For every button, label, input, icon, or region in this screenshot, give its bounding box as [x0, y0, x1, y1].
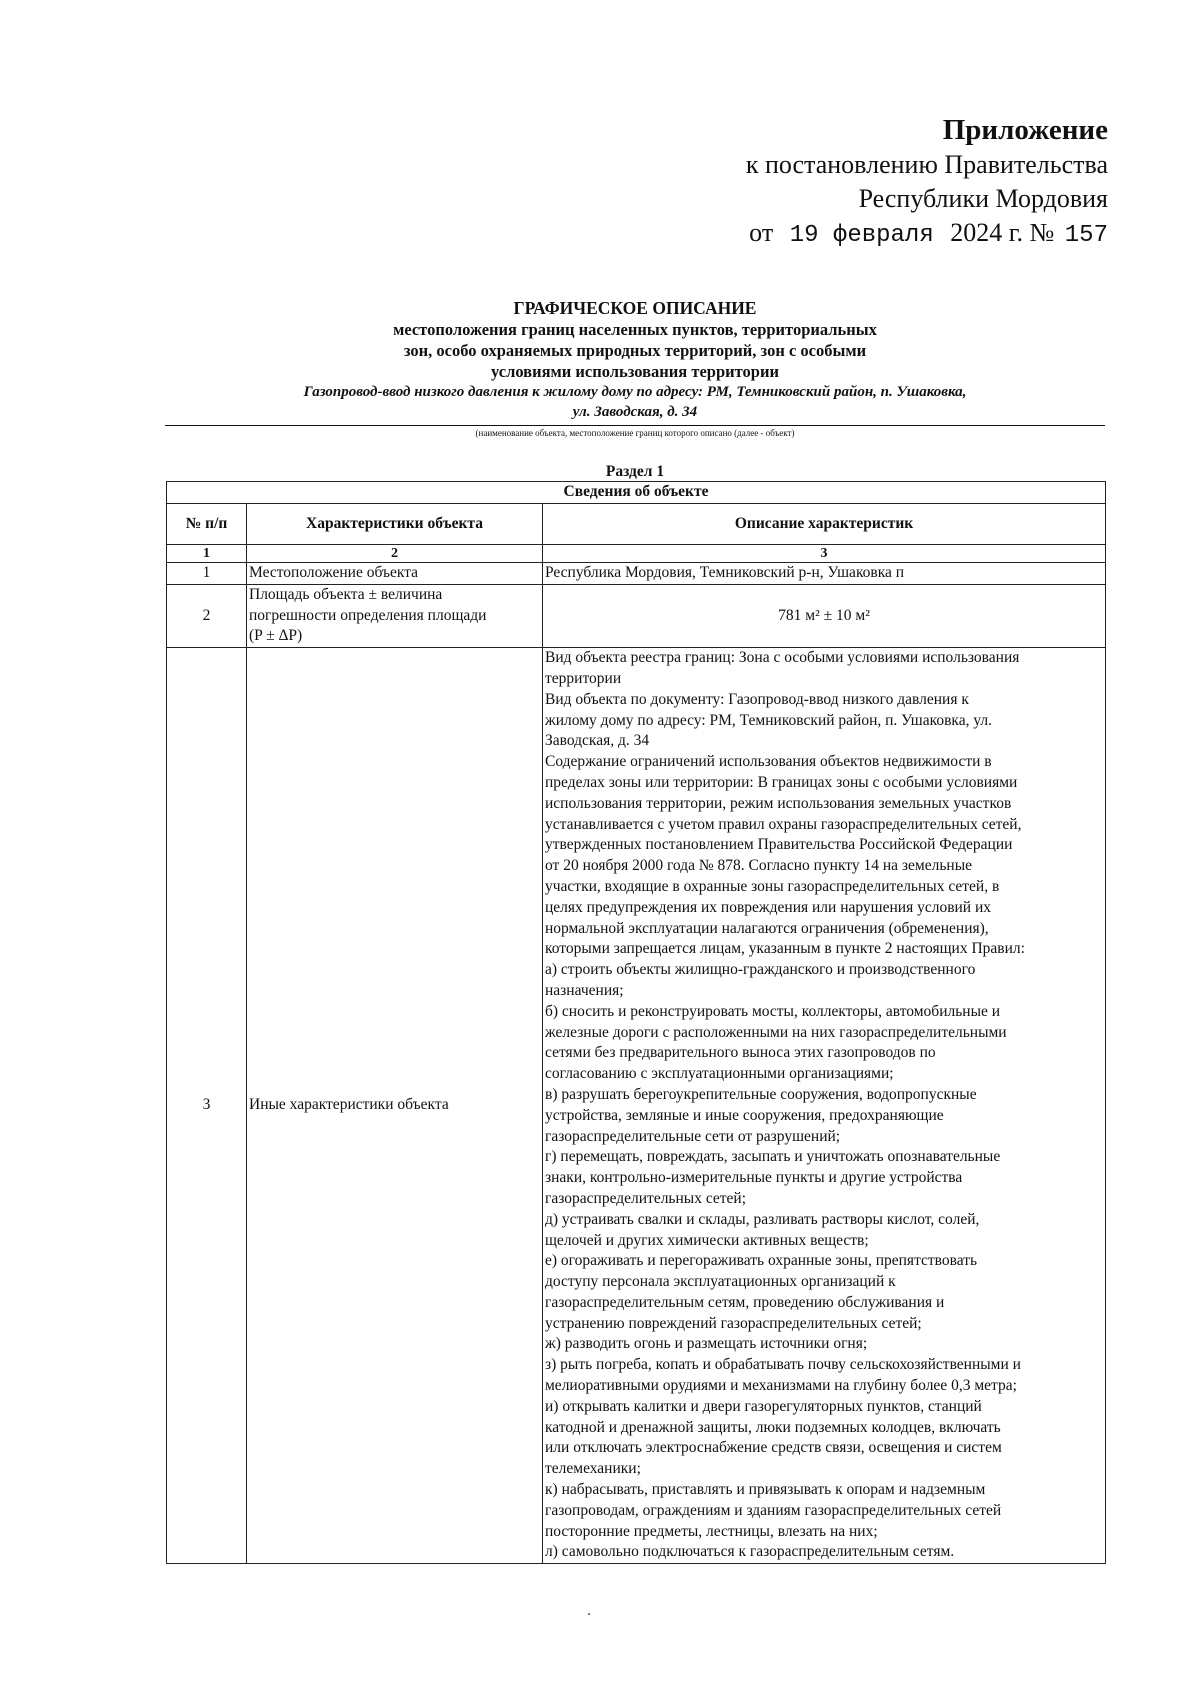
row-description-lines [545, 648, 1103, 1563]
annex-date-prefix: от [749, 218, 774, 247]
row-characteristic: Местоположение объекта [247, 563, 543, 585]
row-description-line: территории [545, 669, 622, 687]
row-description-line: к) набрасывать, приставлять и привязывать к опорам и надземным [545, 1481, 986, 1499]
row-description-line: устанавливается с учетом правил охраны газораспределительных сетей, [545, 815, 1022, 833]
table-row [167, 563, 1106, 585]
row-characteristic-line: Площадь объекта ± величина [249, 585, 443, 603]
object-name-2: ул. Заводская, д. 34 [572, 404, 698, 420]
row-characteristic-line: погрешности определения площади [249, 606, 487, 624]
column-number-2: 2 [247, 545, 543, 563]
row-description: Республика Мордовия, Темниковский р-н, Ушаковка п [543, 563, 1106, 585]
row-description-line: которыми запрещается лицам, указанным в пункте 2 настоящих Правил: [545, 940, 1025, 958]
row-description-line: нормальной эксплуатации налагаются ограничения (обременения), [545, 919, 989, 937]
row-description-line: устранению повреждений газораспределительных сетей; [545, 1314, 922, 1332]
row-number: 1 [167, 563, 247, 585]
row-description-line: утвержденных постановлением Правительства Российской Федерации [545, 836, 1013, 854]
row-number: 2 [167, 584, 247, 647]
row-characteristic: Иные характеристики объекта [247, 648, 543, 1564]
annex-line-2: Республики Мордовия [858, 184, 1108, 213]
row-description-line: газораспределительных сетей; [545, 1189, 747, 1207]
row-description: 781 м² ± 10 м² [543, 584, 1106, 647]
document-subtitle-3: условиями использования территории [491, 362, 779, 381]
document-title: ГРАФИЧЕСКОЕ ОПИСАНИЕ [513, 298, 757, 318]
row-description-line: назначения; [545, 981, 624, 999]
row-description-line: и) открывать калитки и двери газорегуляторных пунктов, станций [545, 1397, 982, 1415]
row-description-line: д) устраивать свалки и склады, разливать растворы кислот, солей, [545, 1210, 980, 1228]
document-subtitle-1: местоположения границ населенных пунктов, территориальных [393, 320, 877, 339]
row-description-line: Вид объекта по документу: Газопровод-ввод низкого давления к [545, 690, 969, 708]
row-description-line: или отключать электроснабжение средств связи, освещения и систем [545, 1439, 1002, 1457]
section-label: Раздел 1 [605, 463, 665, 480]
object-name-caption: (наименование объекта, местоположение границ которого описано (далее - объект) [475, 428, 795, 438]
column-number-3: 3 [543, 545, 1106, 563]
row-description-line: жилому дому по адресу: РМ, Темниковский район, п. Ушаковка, ул. [545, 711, 993, 729]
row-description-line: з) рыть погреба, копать и обрабатывать почву сельскохозяйственными и [545, 1356, 1021, 1374]
page-speck [588, 1613, 590, 1615]
row-description-line: железные дороги с расположенными на них газораспределительными [545, 1023, 1007, 1041]
row-description-line: доступу персонала эксплуатационных организаций к [545, 1273, 896, 1291]
row-description-line: е) огораживать и перегораживать охранные зоны, препятствовать [545, 1252, 978, 1270]
row-description-line: б) сносить и реконструировать мосты, коллекторы, автомобильные и [545, 1002, 1001, 1020]
row-description-line: посторонние предметы, лестницы, влезать на них; [545, 1522, 878, 1540]
row-description-line: л) самовольно подключаться к газораспределительным сетям. [545, 1543, 955, 1561]
annex-title: Приложение [942, 114, 1108, 146]
header-description: Описание характеристик [543, 504, 1106, 545]
row-description-line: знаки, контрольно-измерительные пункты и другие устройства [545, 1169, 963, 1187]
row-description-line: катодной и дренажной защиты, люки подземных колодцев, включать [545, 1418, 1001, 1436]
table-row [167, 584, 1106, 647]
annex-number-handwritten: 157 [1064, 222, 1108, 249]
row-description-line: газораспределительные сети от разрушений; [545, 1127, 841, 1145]
row-description-line: а) строить объекты жилищно-гражданского и производственного [545, 961, 976, 979]
row-characteristic [247, 584, 543, 647]
annex-date-line [588, 216, 1108, 253]
annex-header [588, 112, 1108, 253]
header-number: № п/п [167, 504, 247, 545]
row-description-line: пределах зоны или территории: В границах зоны с особыми условиями [545, 773, 1018, 791]
row-description-line: использования территории, режим использования земельных участков [545, 794, 1012, 812]
row-description-line: целях предупреждения их повреждения или нарушения условий их [545, 898, 992, 916]
row-description-line: согласованию с эксплуатационными организациями; [545, 1065, 894, 1083]
row-description-line: от 20 ноября 2000 года № 878. Согласно пункту 14 на земельные [545, 857, 972, 875]
row-description-line: газораспределительным сетям, проведению обслуживания и [545, 1293, 945, 1311]
header-characteristic: Характеристики объекта [247, 504, 543, 545]
row-description-line: ж) разводить огонь и размещать источники огня; [545, 1335, 868, 1353]
row-description-line: Заводская, д. 34 [545, 732, 650, 750]
column-number-1: 1 [167, 545, 247, 563]
table-row [167, 648, 1106, 1564]
row-description-line: газопроводам, ограждениям и зданиям газораспределительных сетей [545, 1501, 1002, 1519]
row-description-line: участки, входящие в охранные зоны газораспределительных сетей, в [545, 877, 1000, 895]
row-description-line: щелочей и других химически активных веществ; [545, 1231, 869, 1249]
row-number: 3 [167, 648, 247, 1564]
row-description-line: телемеханики; [545, 1460, 641, 1478]
annex-line-1: к постановлению Правительства [745, 150, 1108, 179]
row-description-line: Вид объекта реестра границ: Зона с особыми условиями использования [545, 649, 1020, 667]
table-banner: Сведения об объекте [167, 482, 1106, 504]
row-description [543, 648, 1106, 1564]
document-subtitle-2: зон, особо охраняемых природных территорий, зон с особыми [403, 341, 867, 360]
row-description-line: Содержание ограничений использования объектов недвижимости в [545, 753, 992, 771]
object-name-rule [165, 425, 1105, 426]
row-description-line: г) перемещать, повреждать, засыпать и уничтожать опознавательные [545, 1148, 1001, 1166]
row-description-line: мелиоративными орудиями и механизмами на глубину более 0,3 метра; [545, 1377, 1017, 1395]
annex-date-handwritten: 19 февраля [789, 222, 934, 249]
annex-year: 2024 г. № [950, 218, 1055, 247]
row-characteristic-line: (P ± ΔP) [249, 627, 303, 645]
document-heading [165, 297, 1105, 439]
row-description-line: в) разрушать берегоукрепительные сооружения, водопропускные [545, 1085, 977, 1103]
object-name-1: Газопровод-ввод низкого давления к жилому дому по адресу: РМ, Темниковский район, п. Ушаковка, [303, 384, 967, 400]
row-description-line: устройства, земляные и иные сооружения, предохраняющие [545, 1106, 944, 1124]
row-description-line: сетями без предварительного выноса этих газопроводов по [545, 1044, 936, 1062]
object-info-table [166, 481, 1106, 1564]
